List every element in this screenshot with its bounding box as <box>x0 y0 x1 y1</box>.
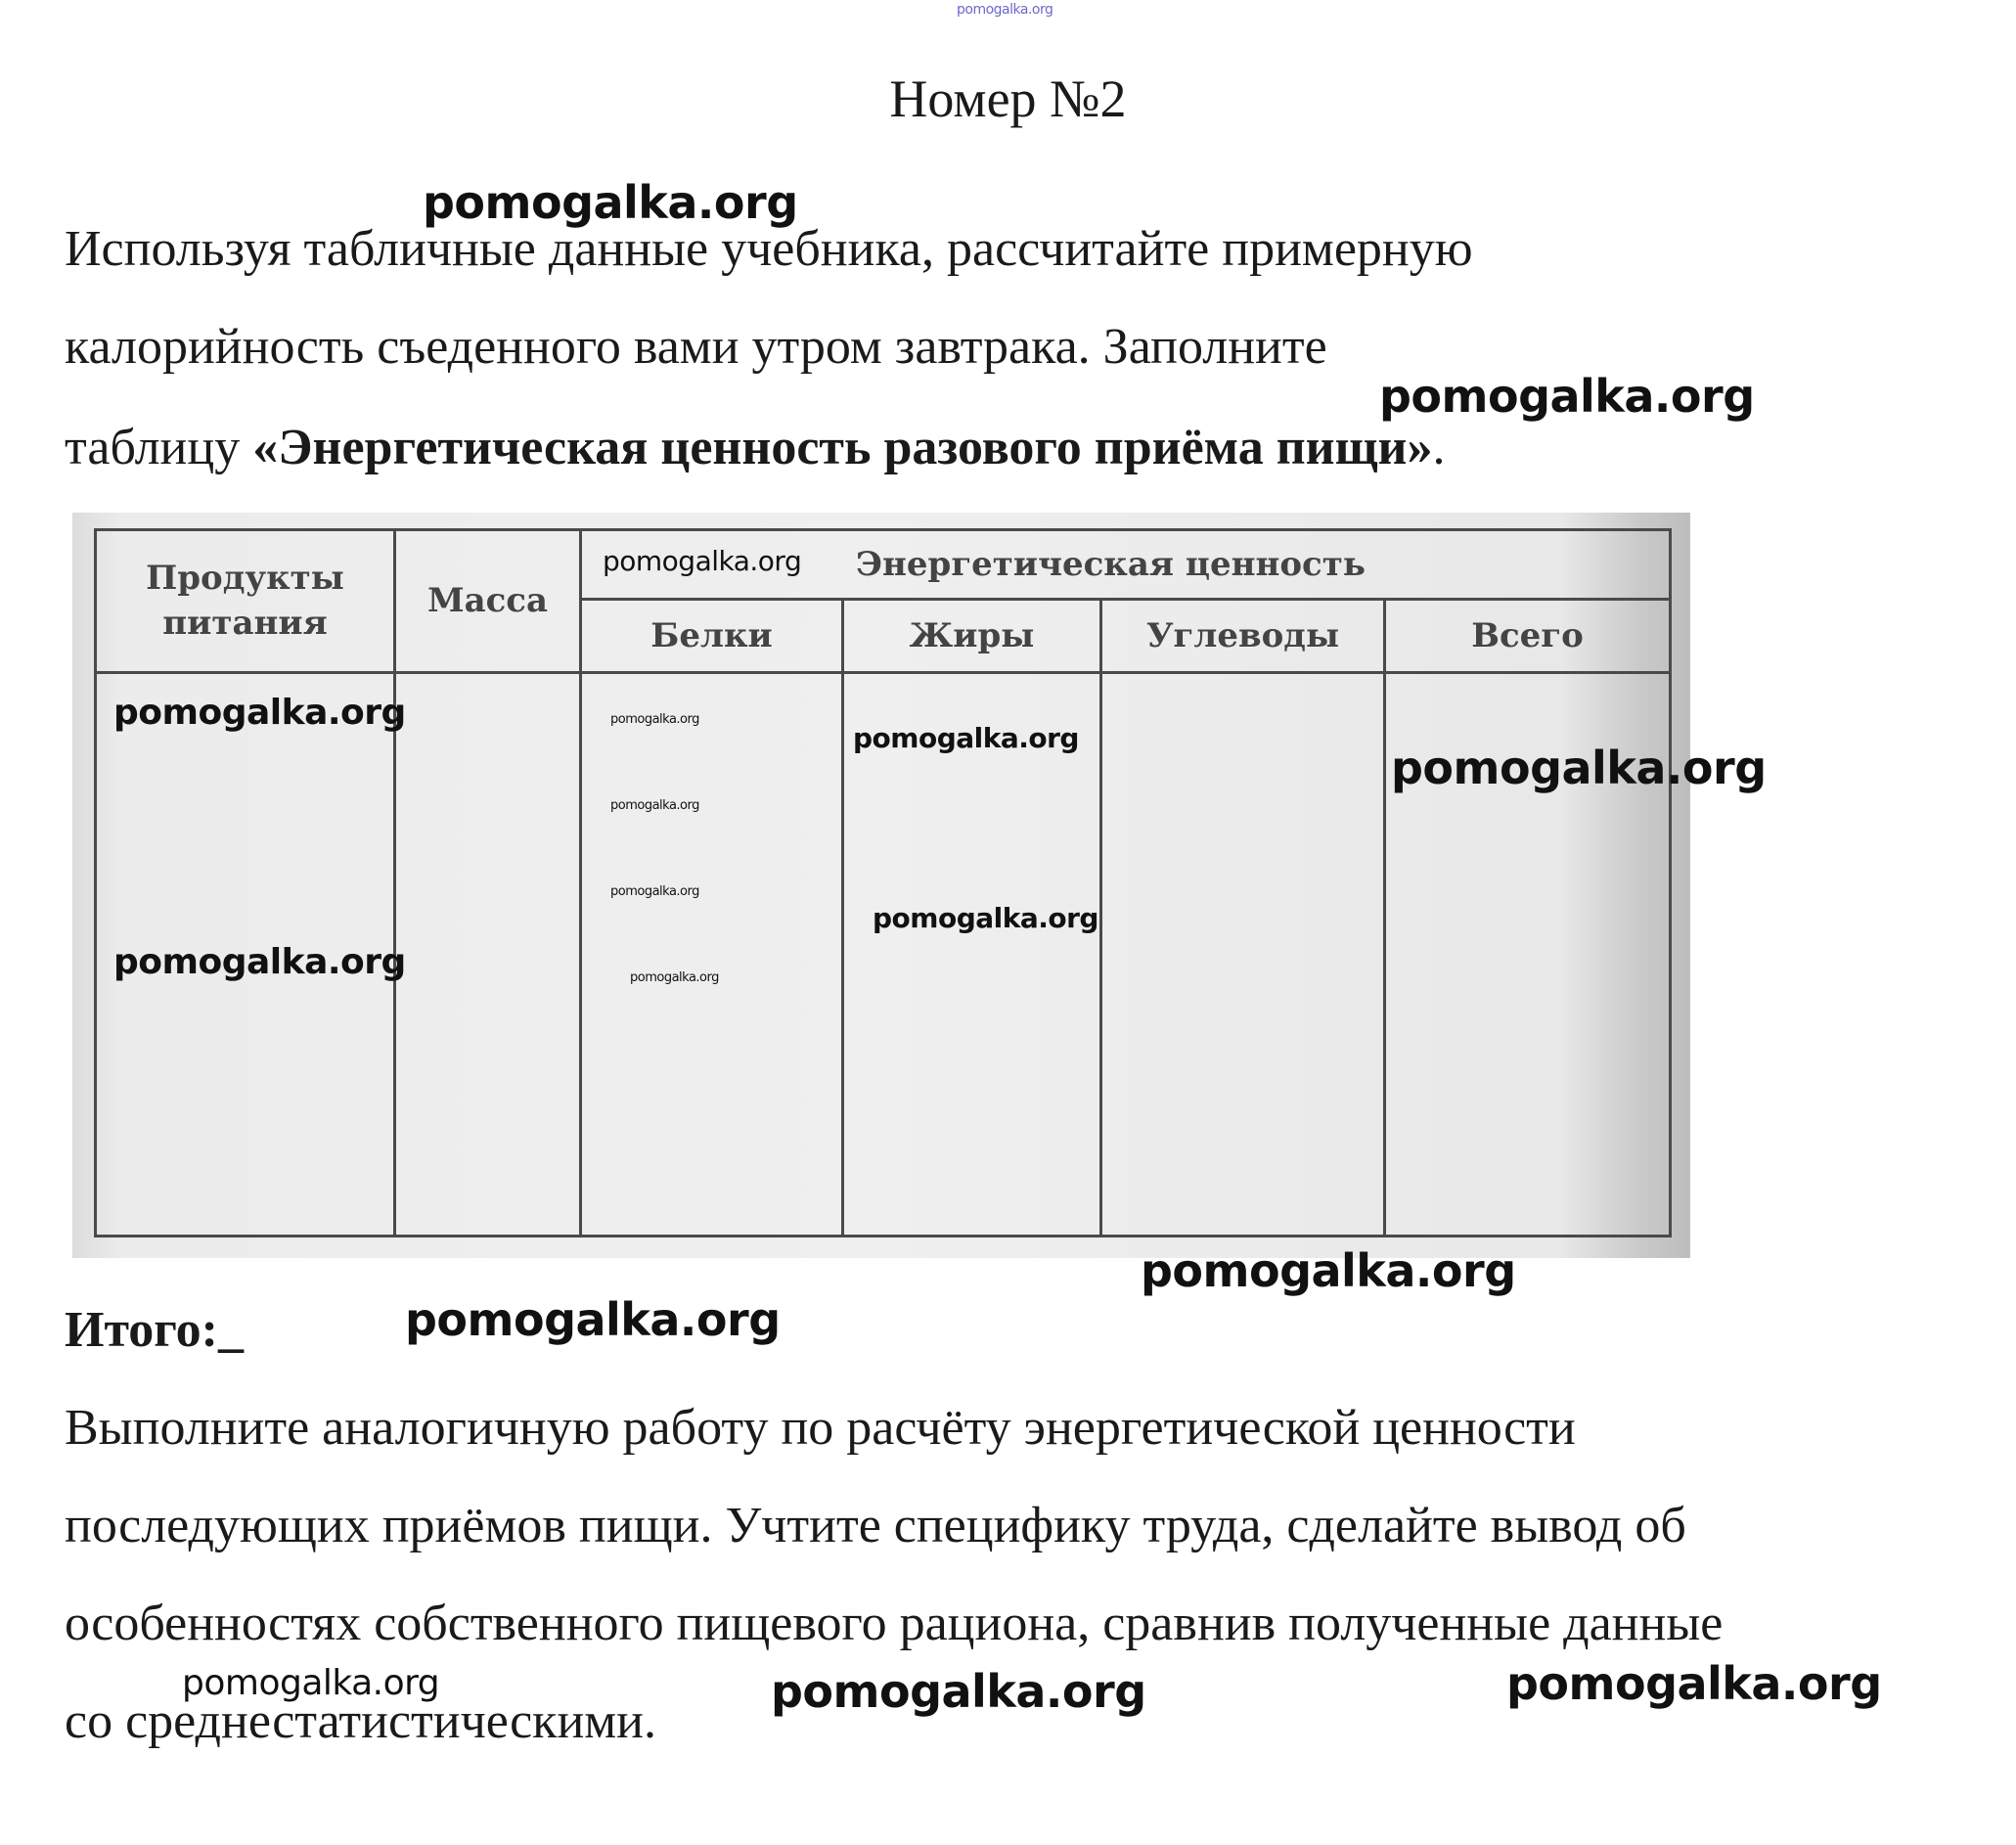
watermark: pomogalka.org <box>182 1663 440 1703</box>
total-label: Итого:_ <box>65 1302 244 1358</box>
followup-line-2: последующих приёмов пищи. Учтите специфику труда, сделайте вывод об <box>65 1498 1686 1553</box>
header-mass: Масса <box>395 530 581 673</box>
watermark: pomogalka.org <box>405 1293 781 1346</box>
page-title: Номер №2 <box>889 69 1127 128</box>
watermark: pomogalka.org <box>603 545 802 577</box>
header-proteins: Белки <box>581 599 843 672</box>
watermark: pomogalka.org <box>1141 1244 1516 1297</box>
watermark: pomogalka.org <box>873 902 1098 934</box>
energy-value-table <box>94 528 1672 1238</box>
textbook-table-scan <box>72 513 1690 1258</box>
header-energy-value: Энергетическая ценность <box>581 530 1671 600</box>
watermark: pomogalka.org <box>610 884 699 899</box>
watermark: pomogalka.org <box>1391 742 1767 794</box>
watermark: pomogalka.org <box>853 722 1079 754</box>
watermark: pomogalka.org <box>771 1665 1146 1718</box>
watermark: pomogalka.org <box>610 798 699 813</box>
cell-proteins <box>581 672 843 1236</box>
header-total: Всего <box>1385 599 1671 672</box>
table-name: «Энергетическая ценность разового приёма пищи» <box>252 420 1433 475</box>
watermark: pomogalka.org <box>113 942 406 982</box>
watermark: pomogalka.org <box>1379 370 1755 423</box>
task-line-3-suffix: . <box>1432 420 1446 475</box>
followup-line-3: особенностях собственного пищевого рациона, сравнив полученные данные <box>65 1596 1724 1651</box>
cell-carbs <box>1101 672 1385 1236</box>
task-line-3-prefix: таблицу <box>65 420 253 475</box>
cell-mass <box>395 672 581 1236</box>
followup-line-4: со среднестатистическими. <box>65 1693 657 1749</box>
header-products: Продукты питания <box>96 530 395 673</box>
watermark: pomogalka.org <box>113 693 406 733</box>
watermark: pomogalka.org <box>1506 1657 1882 1710</box>
task-line-2: калорийность съеденного вами утром завтрака. Заполните <box>65 319 1327 375</box>
watermark: pomogalka.org <box>423 176 798 229</box>
watermark: pomogalka.org <box>610 712 699 727</box>
watermark: pomogalka.org <box>630 970 719 985</box>
header-carbs: Углеводы <box>1101 599 1385 672</box>
header-fats: Жиры <box>843 599 1101 672</box>
task-line-1: Используя табличные данные учебника, рассчитайте примерную <box>65 221 1473 277</box>
followup-line-1: Выполните аналогичную работу по расчёту энергетической ценности <box>65 1400 1576 1456</box>
watermark-top: pomogalka.org <box>957 2 1053 18</box>
task-line-3 <box>65 419 1446 476</box>
cell-fats <box>843 672 1101 1236</box>
